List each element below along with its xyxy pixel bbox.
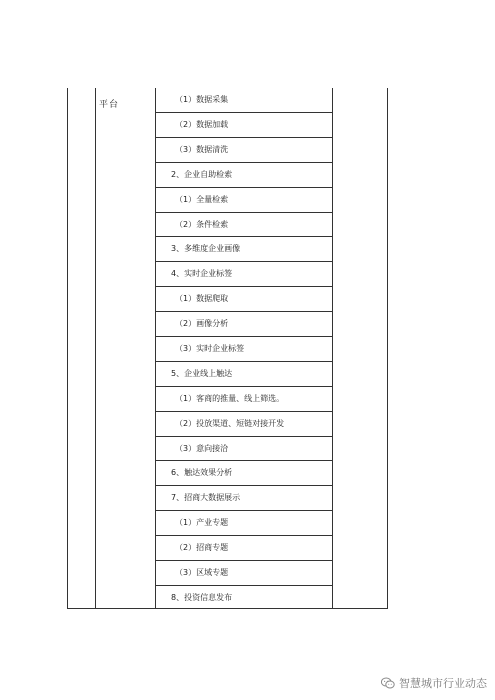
watermark-text: 智慧城市行业动态 bbox=[399, 677, 487, 690]
table-row: （2）条件检索 bbox=[155, 213, 332, 238]
table-row: （2）画像分析 bbox=[155, 312, 332, 337]
table-row: （3）实时企业标签 bbox=[155, 337, 332, 362]
table-row: 6、触达效果分析 bbox=[155, 461, 332, 486]
table-row: 4、实时企业标签 bbox=[155, 262, 332, 287]
table-row: 3、多维度企业画像 bbox=[155, 237, 332, 262]
table-border-left bbox=[67, 88, 68, 609]
table-row: 7、招商大数据展示 bbox=[155, 486, 332, 511]
table-row: （3）意向接洽 bbox=[155, 437, 332, 462]
table-row: 5、企业线上触达 bbox=[155, 362, 332, 387]
requirements-table bbox=[67, 88, 387, 609]
table-column-divider bbox=[332, 88, 333, 609]
table-border-right bbox=[387, 88, 388, 609]
watermark bbox=[381, 675, 487, 691]
table-rows bbox=[155, 88, 332, 611]
platform-label: 平台 bbox=[99, 100, 120, 110]
table-row: （3）数据清洗 bbox=[155, 138, 332, 163]
table-row: （1）数据采集 bbox=[155, 88, 332, 113]
table-row: （2）招商专题 bbox=[155, 536, 332, 561]
wechat-icon bbox=[381, 677, 395, 689]
table-row: （1）数据爬取 bbox=[155, 287, 332, 312]
table-row: （3）区域专题 bbox=[155, 561, 332, 586]
table-row: （1）客商的推量、线上筛选。 bbox=[155, 387, 332, 412]
table-row: 8、投资信息发布 bbox=[171, 592, 233, 602]
table-column-divider bbox=[95, 88, 96, 609]
table-row: （2）数据加载 bbox=[155, 113, 332, 138]
table-row: （1）全量检索 bbox=[155, 188, 332, 213]
table-row: （2）投放渠道、短链对接开发 bbox=[155, 412, 332, 437]
table-row: 2、企业自助检索 bbox=[155, 163, 332, 188]
table-row: （1）产业专题 bbox=[155, 511, 332, 536]
